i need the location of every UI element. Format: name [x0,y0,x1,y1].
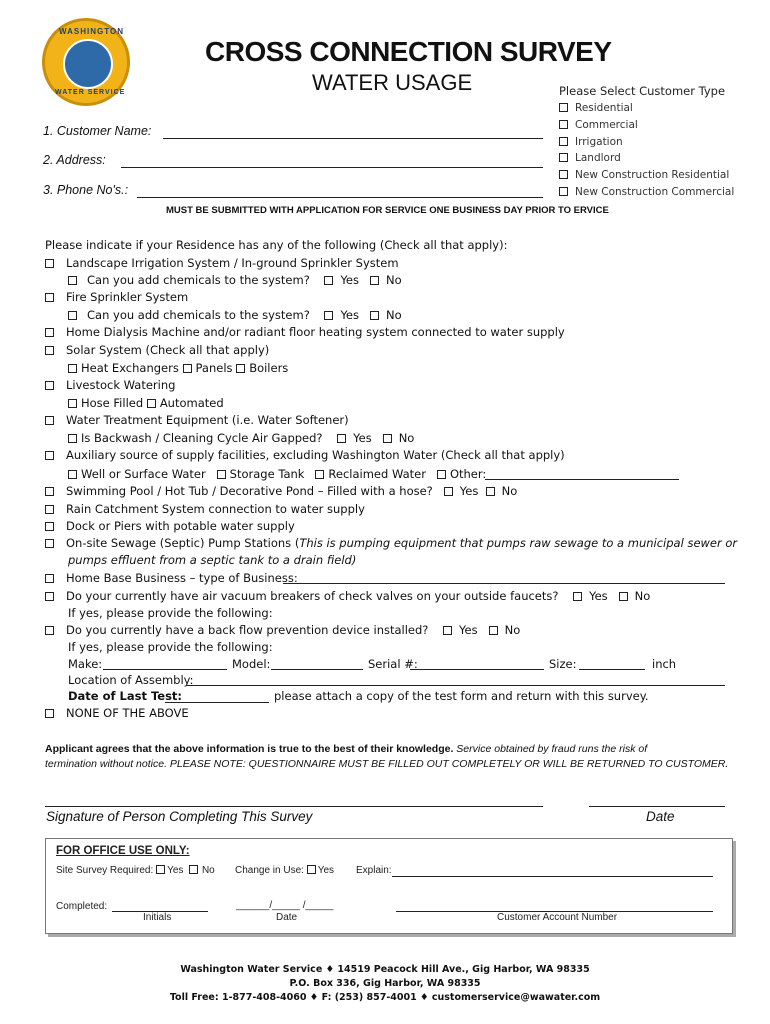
yes-checkbox[interactable] [324,276,333,285]
company-logo [42,18,130,106]
logo-bottom-text: WATER SERVICE [55,89,126,96]
signature-label: Signature of Person Completing This Survey [46,809,313,824]
submission-notice: MUST BE SUBMITTED WITH APPLICATION FOR SERVICE ONE BUSINESS DAY PRIOR TO ERVICE [166,205,609,216]
livestock-options: Hose Filled Automated [68,396,224,410]
customer-type-commercial[interactable]: Commercial [559,119,638,131]
checkbox-icon[interactable] [68,470,77,479]
no-checkbox[interactable] [189,865,198,874]
checkbox-icon[interactable] [236,364,245,373]
business-type-field[interactable] [283,583,725,584]
checkbox-icon[interactable] [437,470,446,479]
page-title: CROSS CONNECTION SURVEY [205,36,612,67]
yes-checkbox[interactable] [444,487,453,496]
phone-label: 3. Phone No's.: [43,183,129,197]
explain-label: Explain: [356,865,392,876]
inch-label: inch [652,657,677,671]
location-label: Location of Assembly: [68,673,194,687]
customer-type-residential[interactable]: Residential [559,102,633,114]
checkbox-icon[interactable] [45,574,54,583]
customer-type-irrigation[interactable]: Irrigation [559,136,623,148]
checkbox-icon[interactable] [45,381,54,390]
signature-field[interactable] [45,806,543,807]
no-checkbox[interactable] [486,487,495,496]
checkbox-icon[interactable] [45,522,54,531]
checkbox-icon[interactable] [559,170,568,179]
address-label: 2. Address: [43,153,106,167]
location-field[interactable] [187,685,725,686]
checkbox-icon[interactable] [559,187,568,196]
no-checkbox[interactable] [370,311,379,320]
checkbox-icon[interactable] [147,399,156,408]
checkbox-icon[interactable] [45,259,54,268]
solar-options: Heat Exchangers Panels Boilers [68,361,288,375]
checkbox-icon[interactable] [45,626,54,635]
landscape-chemicals: Can you add chemicals to the system? Yes No [68,273,402,287]
model-field[interactable] [271,669,363,670]
yes-checkbox[interactable] [307,865,316,874]
checkbox-icon[interactable] [45,346,54,355]
checkbox-icon[interactable] [68,434,77,443]
customer-type-new-commercial[interactable]: New Construction Commercial [559,186,734,198]
item-vacuum-breakers[interactable]: Do your currently have air vacuum breakers of check valves on your outside faucets? Yes No [45,589,650,603]
customer-type-new-residential[interactable]: New Construction Residential [559,169,729,181]
checkbox-icon[interactable] [559,120,568,129]
logo-top-text: WASHINGTON [59,27,124,36]
phone-field[interactable] [137,197,543,198]
date-last-test-field[interactable] [165,702,269,703]
checkbox-icon[interactable] [45,328,54,337]
office-date-label: Date [276,912,298,923]
customer-name-label: 1. Customer Name: [43,124,152,138]
yes-checkbox[interactable] [573,592,582,601]
item-auxiliary[interactable]: Auxiliary source of supply facilities, excluding Washington Water (Check all that apply) [45,448,565,462]
yes-checkbox[interactable] [156,865,165,874]
make-label: Make: [68,657,103,671]
size-field[interactable] [579,669,645,670]
change-in-use-row: Change in Use: Yes [235,865,335,876]
checkbox-icon[interactable] [45,416,54,425]
item-water-treatment[interactable]: Water Treatment Equipment (i.e. Water Softener) [45,413,349,427]
size-label: Size: [549,657,577,671]
washington-state-emblem [63,39,113,89]
auxiliary-options: Well or Surface Water Storage Tank Reclaimed Water Other: [68,467,486,481]
item-rain-catchment[interactable]: Rain Catchment System connection to water supply [45,502,365,516]
date-field[interactable]: ______/_____ /_____ [236,900,334,911]
make-field[interactable] [103,669,227,670]
no-checkbox[interactable] [489,626,498,635]
item-fire-sprinkler[interactable]: Fire Sprinkler System [45,290,188,304]
checkbox-icon[interactable] [559,153,568,162]
checkbox-icon[interactable] [45,592,54,601]
septic-description: pumps effluent from a septic tank to a drain field) [68,553,357,567]
explain-field[interactable] [392,876,713,877]
model-label: Model: [232,657,271,671]
survey-intro: Please indicate if your Residence has any of the following (Check all that apply): [45,238,508,252]
other-source-field[interactable] [485,479,679,480]
item-none[interactable]: NONE OF THE ABOVE [45,706,189,720]
item-dialysis[interactable]: Home Dialysis Machine and/or radiant floor heating system connected to water supply [45,325,565,339]
checkbox-icon[interactable] [559,137,568,146]
checkbox-icon[interactable] [68,276,77,285]
fire-chemicals: Can you add chemicals to the system? Yes No [68,308,402,322]
checkbox-icon[interactable] [68,399,77,408]
completed-label: Completed: [56,901,108,912]
footer-po-box: P.O. Box 336, Gig Harbor, WA 98335 [289,978,481,989]
item-pool[interactable]: Swimming Pool / Hot Tub / Decorative Pond – Filled with a hose? Yes No [45,484,517,498]
checkbox-icon[interactable] [68,311,77,320]
attach-instructions: please attach a copy of the test form and return with this survey. [274,689,649,703]
checkbox-icon[interactable] [45,293,54,302]
item-dock[interactable]: Dock or Piers with potable water supply [45,519,295,533]
date-last-test-label: Date of Last Test: [68,689,183,703]
footer-address: Washington Water Service ♦ 14519 Peacock Hill Ave., Gig Harbor, WA 98335 [180,964,590,975]
item-backflow[interactable]: Do you currently have a back flow prevention device installed? Yes No [45,623,520,637]
account-number-label: Customer Account Number [497,912,618,923]
checkbox-icon[interactable] [559,103,568,112]
checkbox-icon[interactable] [45,539,54,548]
checkbox-icon[interactable] [45,487,54,496]
checkbox-icon[interactable] [315,470,324,479]
signature-date-field[interactable] [589,806,725,807]
no-checkbox[interactable] [370,276,379,285]
yes-checkbox[interactable] [324,311,333,320]
serial-label: Serial #: [368,657,418,671]
signature-date-label: Date [646,809,675,824]
checkbox-icon[interactable] [183,364,192,373]
office-heading: FOR OFFICE USE ONLY: [56,845,190,857]
no-checkbox[interactable] [383,434,392,443]
initials-label: Initials [143,912,172,923]
item-livestock[interactable]: Livestock Watering [45,378,175,392]
checkbox-icon[interactable] [45,451,54,460]
agreement-text: Applicant agrees that the above information is true to the best of their knowledge. Service obtained by fraud runs the risk of termination without notice. PLEASE NOTE: QUESTIONNAIRE MUST BE FILLED OUT COMPLETELY OR WILL BE RETURNED TO CUSTOMER. [45,743,729,770]
serial-field[interactable] [410,669,544,670]
backflow-if-yes: If yes, please provide the following: [68,640,273,654]
item-solar[interactable]: Solar System (Check all that apply) [45,343,269,357]
checkbox-icon[interactable] [45,505,54,514]
vacuum-if-yes: If yes, please provide the following: [68,606,273,620]
checkbox-icon[interactable] [217,470,226,479]
customer-type-landlord[interactable]: Landlord [559,152,621,164]
customer-name-field[interactable] [163,138,543,139]
yes-checkbox[interactable] [443,626,452,635]
page-subtitle: WATER USAGE [312,70,473,95]
item-home-business[interactable]: Home Base Business – type of Business: [45,571,298,585]
item-landscape[interactable]: Landscape Irrigation System / In-ground Sprinkler System [45,256,399,270]
checkbox-icon[interactable] [68,364,77,373]
backwash-question: Is Backwash / Cleaning Cycle Air Gapped? Yes No [68,431,414,445]
no-checkbox[interactable] [619,592,628,601]
address-field[interactable] [121,167,543,168]
checkbox-icon[interactable] [45,709,54,718]
customer-type-heading: Please Select Customer Type [559,84,726,98]
footer-contact: Toll Free: 1-877-408-4060 ♦ F: (253) 857-4001 ♦ customerservice@wawater.com [169,992,601,1003]
item-septic[interactable]: On-site Sewage (Septic) Pump Stations (This is pumping equipment that pumps raw sewage to a municipal sewer or [45,536,737,550]
site-survey-row: Site Survey Required: Yes No [56,865,215,876]
yes-checkbox[interactable] [337,434,346,443]
